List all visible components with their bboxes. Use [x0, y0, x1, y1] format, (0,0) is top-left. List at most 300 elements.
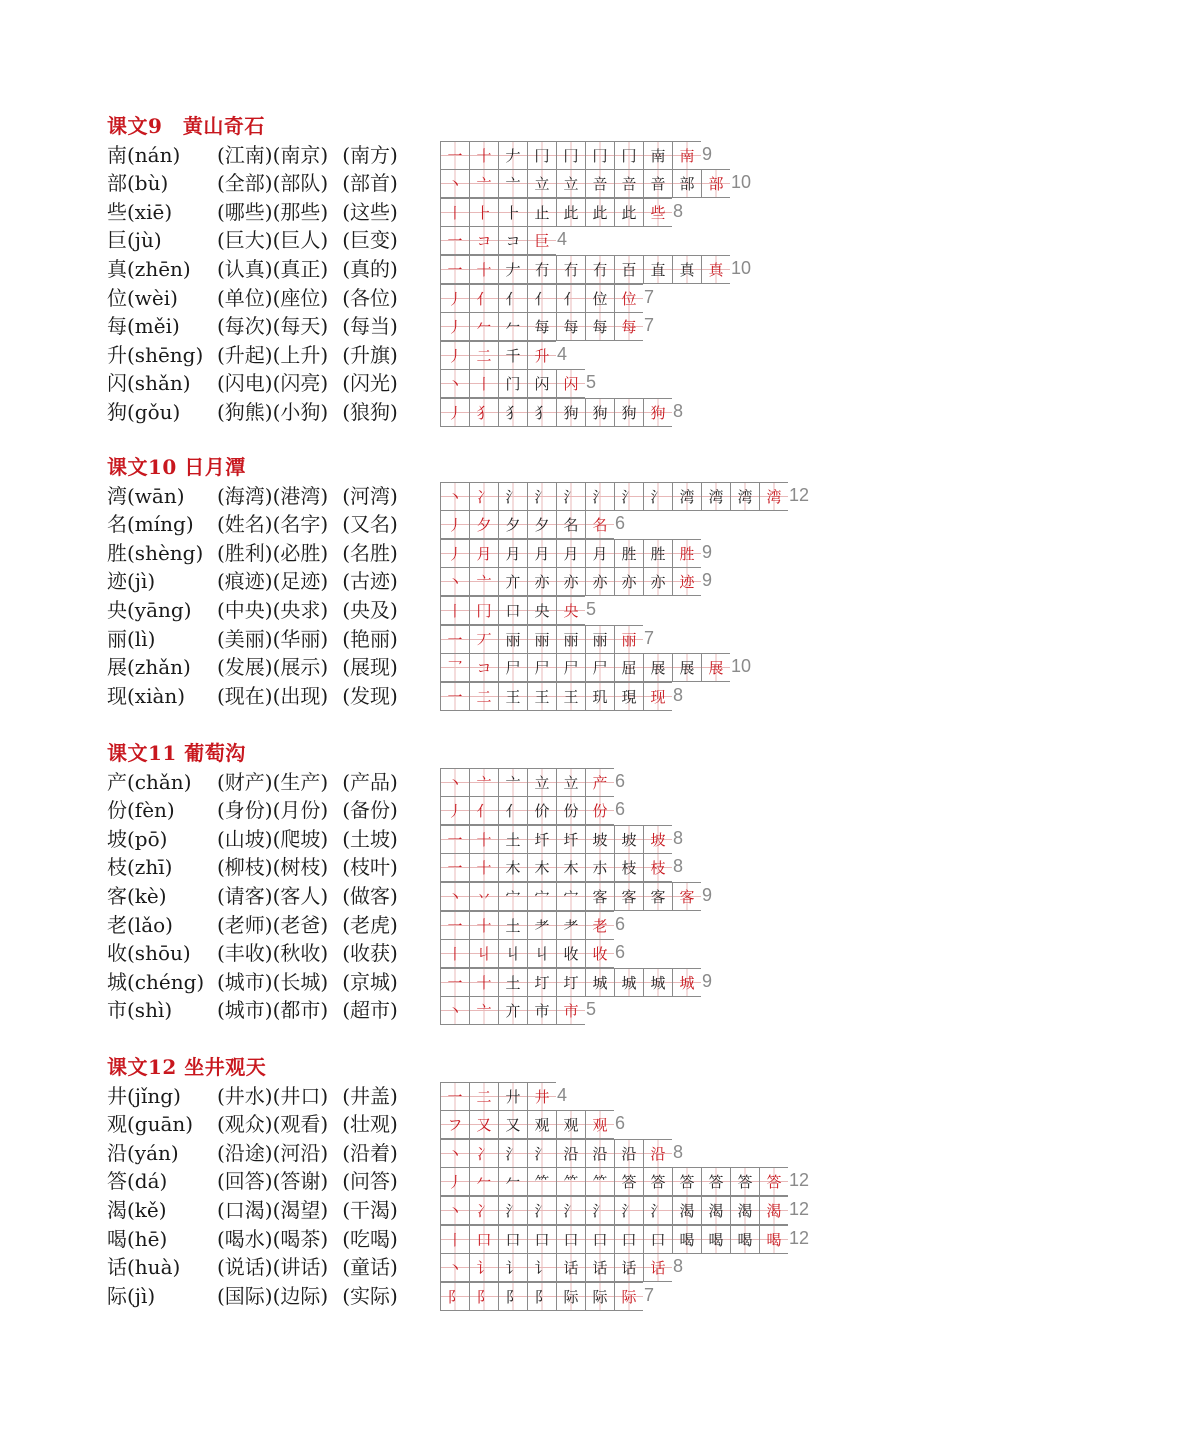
stroke-cell: 口: [614, 1225, 643, 1254]
stroke-cell: 一: [440, 141, 469, 170]
example-word: (巨人): [272, 228, 329, 253]
stroke-cell: 十: [469, 911, 498, 940]
character-pinyin: 南(nán): [107, 142, 181, 167]
example-words: [217, 911, 398, 939]
example-words: [217, 369, 398, 397]
example-word: (老爸): [272, 912, 329, 937]
stroke-cell: 升: [527, 341, 556, 370]
stroke-cell: 井: [527, 1082, 556, 1111]
stroke-cell: 亦: [614, 567, 643, 596]
stroke-cell: 丽: [585, 625, 614, 654]
stroke-cell: 沿: [614, 1139, 643, 1168]
example-word: (座位): [272, 285, 329, 310]
example-word: (出现): [272, 683, 329, 708]
stroke-cell: 尸: [585, 653, 614, 682]
example-word: (足迹): [272, 569, 329, 594]
stroke-order-grid: [440, 768, 625, 796]
stroke-cell: 丽: [498, 625, 527, 654]
example-words: [217, 141, 398, 169]
lesson-title: 课文12 坐井观天: [107, 1055, 267, 1079]
example-words: [217, 1282, 398, 1310]
stroke-cell: 又: [469, 1110, 498, 1139]
example-word: (江南): [217, 142, 273, 167]
character-pinyin: 巨(jù): [107, 228, 162, 253]
stroke-order-grid: [440, 825, 683, 853]
stroke-cell: 丽: [614, 625, 643, 654]
stroke-cell: 亣: [498, 996, 527, 1025]
example-word: (闪光): [342, 371, 398, 396]
stroke-cell: 咅: [585, 169, 614, 198]
stroke-cell: 尸: [498, 653, 527, 682]
stroke-cell: 城: [614, 968, 643, 997]
stroke-cell: 亠: [498, 169, 527, 198]
stroke-cell: 渴: [730, 1196, 759, 1225]
stroke-cell: 王: [498, 682, 527, 711]
character-pinyin: 迹(jì): [107, 569, 156, 594]
stroke-cell: 二: [469, 1082, 498, 1111]
stroke-cell: 丽: [556, 625, 585, 654]
stroke-order-grid: [440, 169, 751, 197]
stroke-count: 6: [615, 513, 626, 534]
vocab-row: [107, 853, 867, 882]
stroke-cell: 圢: [556, 968, 585, 997]
example-word: (各位): [342, 285, 398, 310]
stroke-cell: 月: [556, 539, 585, 568]
stroke-cell: 𠂇: [498, 141, 527, 170]
stroke-cell: 音: [643, 169, 672, 198]
stroke-cell: 丿: [440, 341, 469, 370]
example-word: (说话): [217, 1255, 273, 1280]
stroke-cell: 丩: [469, 939, 498, 968]
stroke-cell: 闪: [527, 369, 556, 398]
example-word: (生产): [272, 769, 329, 794]
stroke-count: 8: [673, 1256, 684, 1277]
stroke-cell: 狗: [643, 398, 672, 427]
stroke-cell: 亠: [469, 567, 498, 596]
stroke-order-grid: [440, 1110, 625, 1138]
stroke-cell: 喝: [701, 1225, 730, 1254]
stroke-cell: 坡: [643, 825, 672, 854]
stroke-cell: 答: [643, 1167, 672, 1196]
stroke-cell: 南: [643, 141, 672, 170]
stroke-cell: 丿: [440, 398, 469, 427]
vocab-row: [107, 768, 867, 797]
example-word: (喝水): [217, 1226, 273, 1251]
example-word: (月份): [272, 798, 329, 823]
stroke-cell: 犭: [469, 398, 498, 427]
stroke-cell: 城: [585, 968, 614, 997]
example-words: [217, 853, 398, 881]
stroke-cell: 圲: [556, 825, 585, 854]
example-word: (小狗): [272, 399, 329, 424]
stroke-count: 4: [557, 343, 568, 364]
stroke-cell: 每: [614, 312, 643, 341]
example-word: (收获): [342, 941, 398, 966]
example-word: (沿途): [217, 1140, 273, 1165]
stroke-cell: 阝: [440, 1282, 469, 1311]
stroke-order-grid: [440, 1082, 567, 1110]
example-word: (干渴): [342, 1197, 398, 1222]
character-pinyin: 名(míng): [107, 512, 194, 537]
stroke-count: 9: [702, 970, 713, 991]
stroke-cell: 门: [498, 369, 527, 398]
stroke-cell: 王: [527, 682, 556, 711]
stroke-cell: 氵: [643, 1196, 672, 1225]
stroke-count: 8: [673, 856, 684, 877]
stroke-cell: 观: [527, 1110, 556, 1139]
stroke-cell: 土: [498, 825, 527, 854]
stroke-cell: 冂: [556, 141, 585, 170]
stroke-cell: 亻: [469, 796, 498, 825]
stroke-cell: 木: [556, 853, 585, 882]
stroke-cell: 际: [585, 1282, 614, 1311]
stroke-order-grid: [440, 939, 625, 967]
stroke-cell: 沿: [556, 1139, 585, 1168]
example-words: [217, 625, 398, 653]
stroke-cell: 每: [527, 312, 556, 341]
stroke-cell: 氵: [527, 1196, 556, 1225]
character-pinyin: 胜(shèng): [107, 540, 204, 565]
character-pinyin: 产(chǎn): [107, 769, 192, 794]
character-pinyin: 坡(pō): [107, 826, 168, 851]
stroke-cell: 丿: [440, 312, 469, 341]
stroke-order-grid: [440, 796, 625, 824]
vocab-row: [107, 198, 867, 227]
stroke-cell: 冫: [469, 1139, 498, 1168]
example-word: (这些): [342, 199, 398, 224]
stroke-cell: 迹: [672, 567, 701, 596]
character-pinyin: 每(měi): [107, 314, 180, 339]
stroke-order-grid: [440, 1196, 809, 1224]
vocab-row: [107, 625, 867, 654]
stroke-cell: 冂: [527, 141, 556, 170]
stroke-count: 8: [673, 827, 684, 848]
example-word: (艳丽): [342, 626, 398, 651]
stroke-cell: 真: [701, 255, 730, 284]
stroke-order-grid: [440, 141, 712, 169]
stroke-cell: 枝: [614, 853, 643, 882]
stroke-cell: 闪: [556, 369, 585, 398]
stroke-cell: 口: [498, 596, 527, 625]
stroke-cell: 名: [556, 510, 585, 539]
stroke-cell: 阝: [469, 1282, 498, 1311]
stroke-cell: 客: [585, 882, 614, 911]
stroke-cell: 坡: [614, 825, 643, 854]
stroke-cell: 口: [498, 1225, 527, 1254]
vocab-row: [107, 369, 867, 398]
character-pinyin: 些(xiē): [107, 199, 173, 224]
example-word: (秋收): [272, 941, 329, 966]
example-words: [217, 1253, 398, 1281]
example-words: [217, 1139, 398, 1167]
example-words: [217, 398, 398, 426]
example-words: [217, 510, 398, 538]
character-pinyin: 位(wèi): [107, 285, 178, 310]
example-word: (中央): [217, 597, 273, 622]
stroke-cell: 丨: [469, 369, 498, 398]
stroke-cell: 湾: [759, 482, 788, 511]
character-pinyin: 际(jì): [107, 1283, 156, 1308]
stroke-count: 12: [789, 1170, 810, 1191]
character-pinyin: 答(dá): [107, 1169, 168, 1194]
stroke-order-grid: [440, 1225, 809, 1253]
stroke-cell: 丷: [469, 882, 498, 911]
stroke-cell: 话: [585, 1253, 614, 1282]
example-word: (国际): [217, 1283, 273, 1308]
example-word: (闪亮): [272, 371, 329, 396]
stroke-cell: 每: [556, 312, 585, 341]
stroke-cell: 土: [498, 911, 527, 940]
stroke-count: 12: [789, 1227, 810, 1248]
example-words: [217, 939, 398, 967]
stroke-cell: 氵: [527, 482, 556, 511]
stroke-count: 7: [644, 315, 655, 336]
example-words: [217, 1110, 398, 1138]
character-pinyin: 现(xiàn): [107, 683, 186, 708]
stroke-cell: 一: [440, 968, 469, 997]
character-pinyin: 客(kè): [107, 883, 167, 908]
example-words: [217, 596, 398, 624]
stroke-cell: 答: [730, 1167, 759, 1196]
stroke-cell: 朩: [585, 853, 614, 882]
stroke-cell: 𠂇: [498, 255, 527, 284]
stroke-cell: 一: [440, 226, 469, 255]
stroke-cell: 宀: [498, 882, 527, 911]
example-word: (超市): [342, 998, 398, 1023]
stroke-cell: 讠: [469, 1253, 498, 1282]
stroke-cell: 丶: [440, 1139, 469, 1168]
stroke-cell: コ: [498, 226, 527, 255]
stroke-cell: 立: [527, 768, 556, 797]
stroke-cell: 十: [469, 141, 498, 170]
stroke-order-grid: [440, 255, 751, 283]
stroke-cell: 冂: [469, 596, 498, 625]
stroke-order-grid: [440, 510, 625, 538]
stroke-cell: 际: [614, 1282, 643, 1311]
stroke-cell: 胜: [643, 539, 672, 568]
character-pinyin: 渴(kě): [107, 1197, 167, 1222]
stroke-cell: 些: [643, 198, 672, 227]
stroke-cell: 立: [556, 169, 585, 198]
stroke-cell: 丶: [440, 882, 469, 911]
vocab-row: [107, 482, 867, 511]
stroke-cell: 客: [643, 882, 672, 911]
stroke-cell: 二: [469, 682, 498, 711]
stroke-count: 5: [586, 372, 597, 393]
stroke-cell: 𠂉: [498, 312, 527, 341]
stroke-cell: 答: [614, 1167, 643, 1196]
stroke-cell: 圲: [527, 825, 556, 854]
stroke-cell: 胜: [672, 539, 701, 568]
stroke-cell: 口: [643, 1225, 672, 1254]
stroke-cell: 狗: [614, 398, 643, 427]
example-word: (认真): [217, 256, 273, 281]
stroke-cell: 市: [556, 996, 585, 1025]
stroke-count: 6: [615, 1113, 626, 1134]
stroke-cell: 冇: [556, 255, 585, 284]
character-pinyin: 份(fèn): [107, 798, 175, 823]
example-word: (京城): [342, 969, 398, 994]
stroke-cell: 丶: [440, 996, 469, 1025]
character-pinyin: 老(lǎo): [107, 912, 173, 937]
stroke-order-grid: [440, 996, 596, 1024]
example-word: (名字): [272, 512, 329, 537]
example-word: (狗熊): [217, 399, 273, 424]
example-word: (展示): [272, 655, 329, 680]
example-word: (真正): [272, 256, 329, 281]
stroke-cell: 位: [585, 284, 614, 313]
stroke-order-grid: [440, 341, 567, 369]
example-word: (回答): [217, 1169, 273, 1194]
stroke-cell: 氵: [614, 1196, 643, 1225]
example-word: (升旗): [342, 342, 398, 367]
stroke-cell: 亻: [498, 284, 527, 313]
vocab-row: [107, 1167, 867, 1196]
example-words: [217, 653, 398, 681]
vocab-row: [107, 284, 867, 313]
example-word: (财产): [217, 769, 273, 794]
stroke-count: 7: [644, 627, 655, 648]
stroke-count: 12: [789, 1198, 810, 1219]
stroke-cell: 冫: [469, 482, 498, 511]
stroke-order-grid: [440, 625, 654, 653]
example-word: (渴望): [272, 1197, 329, 1222]
example-word: (枝叶): [342, 855, 398, 880]
stroke-cell: 丶: [440, 169, 469, 198]
character-pinyin: 湾(wān): [107, 483, 185, 508]
stroke-cell: 话: [556, 1253, 585, 1282]
stroke-cell: 答: [672, 1167, 701, 1196]
vocab-row: [107, 682, 867, 711]
example-words: [217, 226, 398, 254]
vocab-row: [107, 1225, 867, 1254]
vocab-row: [107, 226, 867, 255]
stroke-cell: 市: [527, 996, 556, 1025]
example-word: (哪些): [217, 199, 273, 224]
stroke-cell: 丶: [440, 482, 469, 511]
example-words: [217, 284, 398, 312]
example-word: (客人): [272, 883, 329, 908]
stroke-cell: 一: [440, 911, 469, 940]
stroke-cell: 千: [498, 341, 527, 370]
stroke-cell: 氵: [556, 482, 585, 511]
stroke-cell: 答: [701, 1167, 730, 1196]
stroke-cell: 十: [469, 853, 498, 882]
example-word: (吃喝): [342, 1226, 398, 1251]
vocab-row: [107, 169, 867, 198]
example-word: (河湾): [342, 483, 398, 508]
vocab-row: [107, 141, 867, 170]
stroke-cell: 亻: [527, 284, 556, 313]
stroke-cell: 月: [498, 539, 527, 568]
stroke-cell: 此: [614, 198, 643, 227]
stroke-order-grid: [440, 567, 712, 595]
stroke-cell: 氵: [498, 1139, 527, 1168]
vocab-row: [107, 596, 867, 625]
stroke-order-grid: [440, 853, 683, 881]
vocab-row: [107, 1082, 867, 1111]
example-word: (山坡): [217, 826, 273, 851]
stroke-cell: 阝: [498, 1282, 527, 1311]
stroke-cell: 胜: [614, 539, 643, 568]
stroke-cell: 丶: [440, 567, 469, 596]
stroke-cell: 展: [643, 653, 672, 682]
example-word: (南方): [342, 142, 398, 167]
character-pinyin: 收(shōu): [107, 941, 191, 966]
stroke-cell: 客: [614, 882, 643, 911]
stroke-cell: 夕: [527, 510, 556, 539]
character-pinyin: 观(guān): [107, 1112, 194, 1137]
stroke-cell: 央: [527, 596, 556, 625]
stroke-order-grid: [440, 596, 596, 624]
stroke-cell: 产: [585, 768, 614, 797]
stroke-cell: 氵: [643, 482, 672, 511]
stroke-cell: 月: [527, 539, 556, 568]
stroke-cell: ⺊: [498, 198, 527, 227]
stroke-cell: 丶: [440, 768, 469, 797]
example-words: [217, 482, 398, 510]
example-word: (狼狗): [342, 399, 398, 424]
vocab-row: [107, 911, 867, 940]
stroke-cell: 坡: [585, 825, 614, 854]
stroke-cell: コ: [469, 226, 498, 255]
stroke-cell: 丶: [440, 369, 469, 398]
example-word: (发现): [342, 683, 398, 708]
stroke-cell: 亻: [469, 284, 498, 313]
stroke-order-grid: [440, 284, 654, 312]
example-word: (河沿): [272, 1140, 329, 1165]
stroke-cell: 乛: [440, 653, 469, 682]
stroke-cell: 丿: [440, 1167, 469, 1196]
stroke-order-grid: [440, 911, 625, 939]
stroke-cell: 渴: [759, 1196, 788, 1225]
example-word: (闪电): [217, 371, 273, 396]
stroke-cell: 讠: [527, 1253, 556, 1282]
stroke-cell: 份: [556, 796, 585, 825]
example-word: (每当): [342, 314, 398, 339]
stroke-cell: 收: [556, 939, 585, 968]
character-pinyin: 狗(gǒu): [107, 399, 181, 424]
example-words: [217, 1196, 398, 1224]
stroke-cell: 亻: [556, 284, 585, 313]
character-pinyin: 城(chéng): [107, 969, 205, 994]
stroke-cell: 南: [672, 141, 701, 170]
example-words: [217, 1082, 398, 1110]
example-word: (爬坡): [272, 826, 329, 851]
example-word: (发展): [217, 655, 273, 680]
stroke-count: 9: [702, 570, 713, 591]
stroke-cell: フ: [440, 1110, 469, 1139]
stroke-cell: 渴: [701, 1196, 730, 1225]
stroke-count: 4: [557, 229, 568, 250]
stroke-cell: 圢: [527, 968, 556, 997]
stroke-order-grid: [440, 198, 683, 226]
stroke-cell: 冂: [614, 141, 643, 170]
stroke-count: 10: [731, 172, 752, 193]
stroke-cell: 十: [469, 255, 498, 284]
stroke-count: 6: [615, 799, 626, 820]
example-word: (港湾): [272, 483, 329, 508]
stroke-count: 10: [731, 257, 752, 278]
example-words: [217, 567, 398, 595]
stroke-order-grid: [440, 398, 683, 426]
character-pinyin: 部(bù): [107, 171, 169, 196]
example-word: (古迹): [342, 569, 398, 594]
stroke-cell: 月: [469, 539, 498, 568]
example-words: [217, 539, 398, 567]
example-word: (巨大): [217, 228, 273, 253]
stroke-cell: 立: [556, 768, 585, 797]
